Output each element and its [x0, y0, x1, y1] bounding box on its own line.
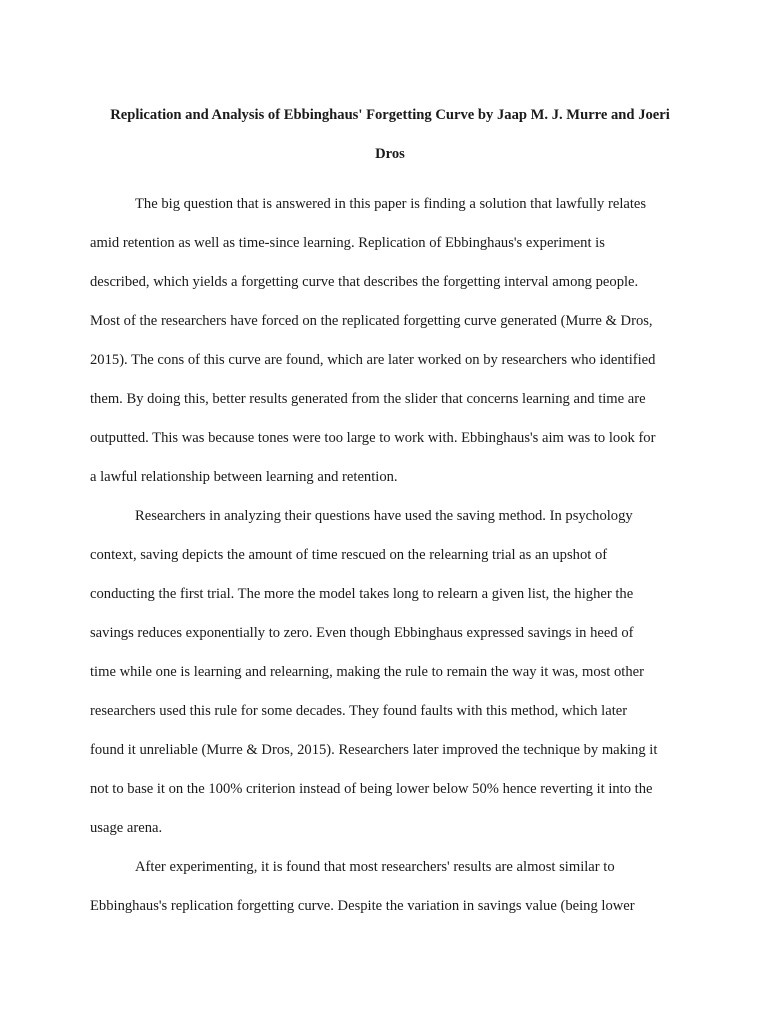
- paragraph-1-line-6: them. By doing this, better results generated from the slider that concerns learning and time are: [90, 391, 646, 407]
- paragraph-1-line-7: outputted. This was because tones were too large to work with. Ebbinghaus's aim was to look for: [90, 430, 656, 446]
- paragraph-3-line-1: After experimenting, it is found that most researchers' results are almost similar to: [135, 859, 615, 875]
- paragraph-2-line-5: time while one is learning and relearning, making the rule to remain the way it was, most other: [90, 664, 644, 680]
- paragraph-3-line-2: Ebbinghaus's replication forgetting curve. Despite the variation in savings value (being lower: [90, 898, 635, 914]
- paragraph-2-line-3: conducting the first trial. The more the model takes long to relearn a given list, the higher the: [90, 586, 634, 602]
- paragraph-1-line-1: The big question that is answered in this paper is finding a solution that lawfully relates: [135, 196, 647, 212]
- paragraph-2-line-8: not to base it on the 100% criterion instead of being lower below 50% hence reverting it into the: [90, 781, 653, 797]
- paragraph-1-line-2: amid retention as well as time-since learning. Replication of Ebbinghaus's experiment is: [90, 235, 605, 251]
- paragraph-2-line-7: found it unreliable (Murre & Dros, 2015). Researchers later improved the technique by making it: [90, 742, 658, 758]
- document-body: [90, 185, 690, 926]
- paragraph-2-line-9: usage arena.: [90, 820, 163, 836]
- title-line-1: Replication and Analysis of Ebbinghaus' Forgetting Curve by Jaap M. J. Murre and Joeri: [110, 107, 670, 123]
- paragraph-2-line-2: context, saving depicts the amount of time rescued on the relearning trial as an upshot of: [90, 547, 608, 563]
- document-title: [90, 96, 690, 174]
- title-line-2: Dros: [375, 146, 405, 162]
- paragraph-2-line-4: savings reduces exponentially to zero. Even though Ebbinghaus expressed savings in heed of: [90, 625, 634, 641]
- paragraph-1-line-5: 2015). The cons of this curve are found, which are later worked on by researchers who identified: [90, 352, 656, 368]
- paragraph-2-line-6: researchers used this rule for some decades. They found faults with this method, which later: [90, 703, 628, 719]
- paragraph-1-line-4: Most of the researchers have forced on the replicated forgetting curve generated (Murre & Dros,: [90, 313, 653, 329]
- paragraph-1-line-8: a lawful relationship between learning and retention.: [90, 469, 398, 485]
- paragraph-2-line-1: Researchers in analyzing their questions have used the saving method. In psychology: [135, 508, 633, 524]
- paragraph-1-line-3: described, which yields a forgetting curve that describes the forgetting interval among people.: [90, 274, 639, 290]
